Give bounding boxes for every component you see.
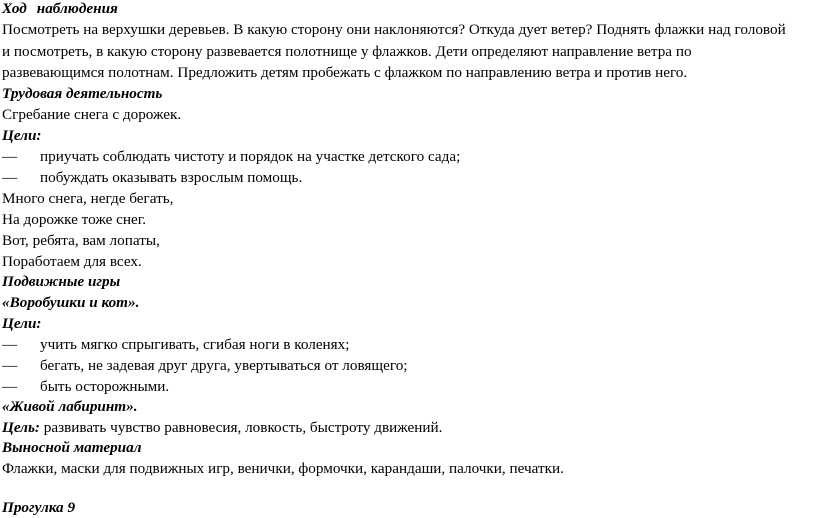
observation-text-line-3: развевающимся полотнам. Предложить детям пробежать с флажком по направлению ветра и против него. — [2, 64, 688, 81]
poem-line: Много снега, негде бегать, — [2, 190, 174, 207]
dash-bullet: — — [2, 169, 18, 186]
labor-heading: Трудовая деятельность — [2, 85, 163, 102]
game-goal-item: — быть осторожными. — [2, 378, 170, 395]
labor-goal-item: — побуждать оказывать взрослым помощь. — [2, 169, 303, 186]
dash-bullet: — — [2, 378, 18, 395]
poem-line: Поработаем для всех. — [2, 253, 142, 270]
observation-text-line-1: Посмотреть на верхушки деревьев. В какую сторону они наклоняются? Откуда дует ветер? Поднять флажки над головой — [2, 21, 786, 38]
materials-text: Флажки, маски для подвижных игр, венички, формочки, карандаши, палочки, печатки. — [2, 460, 564, 477]
game2-goal-label: Цель: — [2, 419, 40, 436]
labor-task: Сгребание снега с дорожек. — [2, 106, 182, 123]
materials-heading: Выносной материал — [2, 439, 142, 456]
labor-goals-label: Цели: — [2, 127, 42, 144]
game2-goal-text: развивать чувство равновесия, ловкость, быстроту движений. — [39, 419, 443, 436]
dash-bullet: — — [2, 148, 18, 165]
game-goal-item: — учить мягко спрыгивать, сгибая ноги в коленях; — [2, 336, 350, 353]
game2-goal — [2, 418, 442, 438]
observation-heading: Ход наблюдения — [2, 0, 118, 17]
dash-bullet: — — [2, 336, 18, 353]
next-walk-heading: Прогулка 9 — [2, 499, 76, 516]
poem-line: На дорожке тоже снег. — [2, 211, 147, 228]
observation-text-line-2: и посмотреть, в какую сторону развевается полотнище у флажков. Дети определяют направление ветра по — [2, 43, 692, 60]
games-heading: Подвижные игры — [2, 273, 121, 290]
games-goals-label: Цели: — [2, 315, 42, 332]
game1-title: «Воробушки и кот». — [2, 294, 140, 311]
labor-goal-item: — приучать соблюдать чистоту и порядок на участке детского сада; — [2, 148, 461, 165]
poem-line: Вот, ребята, вам лопаты, — [2, 232, 160, 249]
game-goal-item: — бегать, не задевая друг друга, увертываться от ловящего; — [2, 357, 408, 374]
dash-bullet: — — [2, 357, 18, 374]
game2-title: «Живой лабиринт». — [2, 398, 138, 415]
